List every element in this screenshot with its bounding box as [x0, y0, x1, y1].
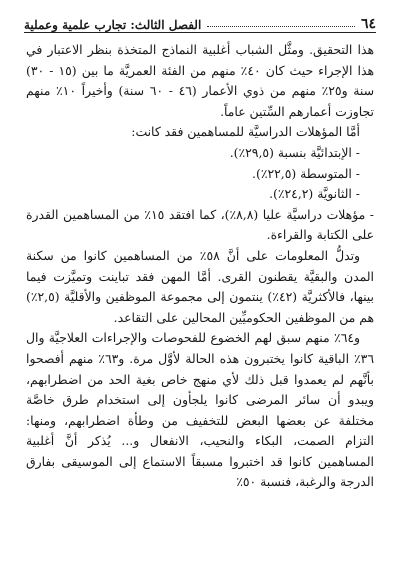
list-item-secondary: - الثانويَّة (٢٤,٢٪). — [269, 186, 360, 202]
list-item-primary: - الإبتدائيَّة بنسبة (٢٩,٥٪). — [229, 144, 360, 160]
paragraph-education-intro: أمَّا المؤهلات الدراسيَّة للمساهمين فقد كانت: — [131, 124, 360, 140]
list-item-higher-education: - مؤهلات دراسيَّة عليا (٨,٨٪)، كما افتقد ١٥٪ من المساهمين القدرة على الكتابة والقراءة. — [26, 206, 374, 243]
list-item-intermediate: - المتوسطة (٢٢,٥٪). — [252, 165, 360, 181]
header-dotted-leader — [207, 26, 355, 27]
paragraph-participants-ages: هذا التحقيق. ومثَّل الشباب أغلبية النماذج المتخذة بنظر الاعتبار في هذا الإجراء حيث كان ٤٠٪ منهم من الفئة العمريَّة ما بين (١٥ - ٣٠) سنة و٢٥٪ منهم من ذوي الأعمار (٤٦ - ٦٠ سنة) وأخيراً ١٠٪ منهم تجاوزت أعمارهم السِّتين عاماً. — [26, 42, 374, 119]
running-header — [24, 10, 376, 33]
page-body — [26, 40, 374, 493]
page-number: ٦٤ — [360, 16, 376, 32]
chapter-title: الفصل الثالث: تجارب علمية وعملية — [24, 18, 202, 32]
paragraph-treatment-history: و٦٤٪ منهم سبق لهم الخضوع للفحوصات والإجراءات العلاجيَّة وال ٣٦٪ الباقية كانوا يختبرون هذه الحالة لأوَّل مرة. و٦٣٪ منهم أفصحوا بأنَّهم لم يعمدوا قبل ذلك لأي منهج خاص بغية الحد من اضطرابهم، ويبدو أن سائر المرضى كانوا يلجأون إلى استخدام طرق خاصَّة مختلفة عن بعضها البعض للتخفيف من وطأة اضطرابهم، ومنها: التزام الصمت، البكاء والنحيب، الانفعال و... يُذكر أنَّ أغلبية المساهمين كانوا قد اختبروا مسبقاً الاستماع إلى الموسيقى بفارق الدرجة والرغبة، فنسبة ٥٠٪ — [26, 330, 374, 490]
paragraph-residence-occupation: وتدلُّ المعلومات على أنَّ ٥٨٪ من المساهمين كانوا من سكنة المدن والبقيَّة يقطنون القرى. أمَّا المهن فقد تباينت وتميَّزت فيما بينها، فالأكثريَّة (٤٢٪) ينتمون إلى مجموعة الموظفين والأقليَّة (٢,٥٪) هم من الموظفين الحكوميِّين المحالين على التقاعد. — [26, 247, 374, 325]
